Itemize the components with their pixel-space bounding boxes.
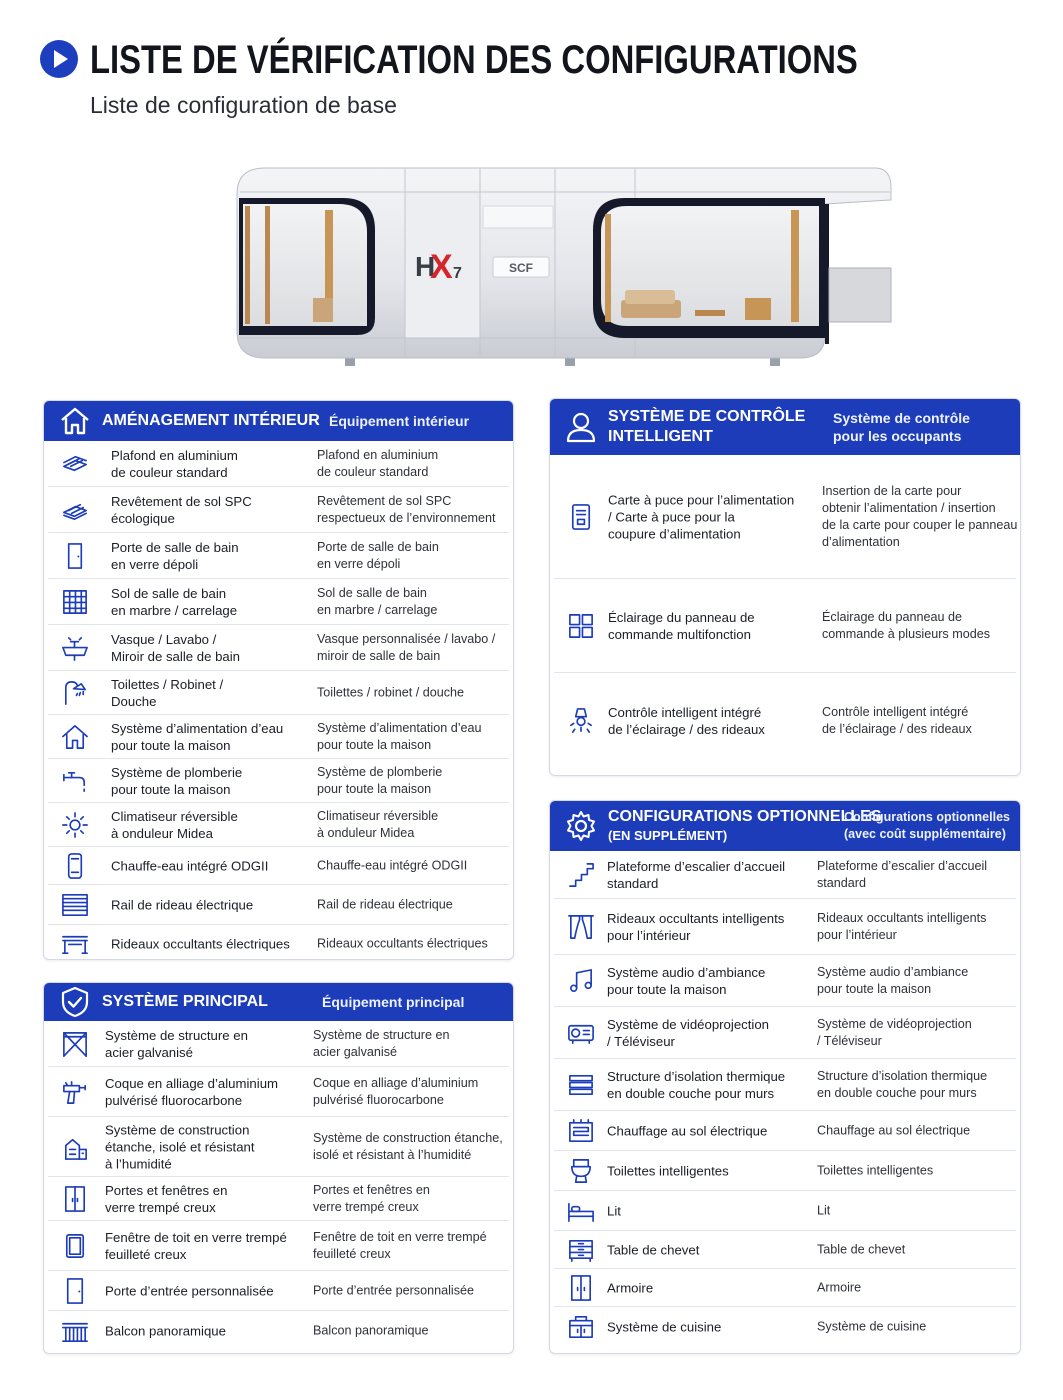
item-name: Rideaux occultants électriques <box>111 936 290 952</box>
item-description: Chauffe-eau intégré ODGII <box>317 858 468 872</box>
house-icon <box>58 404 92 438</box>
shower-icon <box>60 678 90 708</box>
options-header <box>550 801 1020 851</box>
item-description: Table de chevet <box>817 1242 906 1256</box>
list-item <box>554 899 1016 955</box>
interior-header <box>44 401 513 441</box>
item-description: Rideaux occultants électriques <box>317 936 488 951</box>
item-name: Lit <box>607 1203 621 1218</box>
item-name: Balcon panoramique <box>105 1323 226 1339</box>
list-item <box>554 851 1016 899</box>
list-item <box>48 1221 509 1271</box>
main-system-section <box>43 982 514 1354</box>
blackout-curtain-icon <box>60 929 90 959</box>
item-description: Chauffage au sol électrique <box>817 1123 971 1137</box>
item-name: Rideaux occultants intelligents pour l’intérieur <box>607 910 785 943</box>
item-name: Système de cuisine <box>607 1319 722 1335</box>
options-title-block <box>608 807 881 845</box>
list-item <box>554 1111 1016 1151</box>
toilet-icon <box>566 1156 596 1186</box>
item-description: Structure d’isolation thermique en double couche pour murs <box>817 1068 988 1100</box>
list-item <box>48 487 509 533</box>
curtains-icon <box>566 912 596 942</box>
ceiling-panel-icon <box>60 449 90 479</box>
basin-icon <box>60 633 90 663</box>
item-name: Plafond en aluminium de couleur standard <box>111 447 238 480</box>
list-item <box>48 1021 509 1067</box>
list-item <box>554 579 1016 673</box>
item-name: Porte de salle de bain en verre dépoli <box>111 539 239 572</box>
item-name: Éclairage du panneau de commande multifonction <box>608 609 755 642</box>
card-switch-icon <box>566 502 596 532</box>
bed-icon <box>566 1196 596 1226</box>
door-icon <box>60 541 90 571</box>
list-item <box>554 955 1016 1007</box>
list-item <box>554 1231 1016 1269</box>
list-item <box>48 925 509 960</box>
item-name: Toilettes / Robinet / Douche <box>111 676 224 709</box>
floor-heating-icon <box>566 1116 596 1146</box>
item-description: Toilettes / robinet / douche <box>317 685 465 699</box>
item-description: Système d’alimentation d’eau pour toute la maison <box>317 720 482 752</box>
item-description: Système de vidéoprojection / Téléviseur <box>817 1016 972 1048</box>
list-item <box>48 533 509 579</box>
item-description: Système de structure en acier galvanisé <box>313 1027 450 1059</box>
svg-text:7: 7 <box>453 265 462 282</box>
smart-control-header <box>550 399 1020 455</box>
smart-control-title: SYSTÈME DE CONTRÔLE INTELLIGENT <box>608 408 806 445</box>
item-description: Éclairage du panneau de commande à plusieurs modes <box>822 609 990 641</box>
user-icon <box>564 410 598 444</box>
curtain-rail-icon <box>60 890 90 920</box>
item-name: Carte à puce pour l’alimentation / Carte à puce pour la coupure d’alimentation <box>608 492 795 541</box>
item-description: Climatiseur réversible à onduleur Midea <box>317 808 439 840</box>
item-name: Contrôle intelligent intégré de l’éclairage / des rideaux <box>608 705 765 737</box>
list-item <box>48 759 509 803</box>
item-name: Sol de salle de bain en marbre / carrelage <box>111 585 238 618</box>
item-description: Portes et fenêtres en verre trempé creux <box>313 1182 430 1214</box>
item-description: Coque en alliage d’aluminium pulvérisé fluorocarbone <box>313 1075 479 1107</box>
item-description: Insertion de la carte pour obtenir l’alimentation / insertion de la carte pour couper le panneau d’alimentation <box>822 483 1018 549</box>
water-heater-icon <box>60 851 90 881</box>
item-description: Rail de rideau électrique <box>317 897 453 911</box>
steel-frame-icon <box>60 1029 90 1059</box>
item-name: Porte d’entrée personnalisée <box>105 1283 274 1298</box>
music-note-icon <box>566 966 596 996</box>
item-description: Système de construction étanche, isolé et résistant à l’humidité <box>313 1130 503 1162</box>
list-item <box>48 441 509 487</box>
shield-check-icon <box>58 985 92 1019</box>
item-name: Chauffe-eau intégré ODGII <box>111 858 269 873</box>
item-description: Rideaux occultants intelligents pour l’intérieur <box>817 910 987 942</box>
list-item <box>48 1067 509 1117</box>
item-description: Fenêtre de toit en verre trempé feuilleté creux <box>313 1229 487 1261</box>
house-water-icon <box>60 722 90 752</box>
page-subtitle: Liste de configuration de base <box>90 92 397 118</box>
list-item <box>554 1059 1016 1111</box>
spray-gun-icon <box>60 1077 90 1107</box>
item-name: Système d’alimentation d’eau pour toute la maison <box>111 720 284 753</box>
building-blocks-icon <box>60 1132 90 1162</box>
item-description: Porte d’entrée personnalisée <box>313 1283 475 1297</box>
item-description: Balcon panoramique <box>313 1323 429 1338</box>
list-item <box>48 1177 509 1221</box>
item-name: Vasque / Lavabo / Miroir de salle de bain <box>111 631 241 664</box>
list-item <box>48 1271 509 1311</box>
kitchen-icon <box>566 1312 596 1342</box>
list-item <box>554 1307 1016 1347</box>
list-item <box>48 1117 509 1177</box>
item-description: Système de plomberie pour toute la maison <box>317 764 443 796</box>
list-item <box>48 847 509 885</box>
faucet-icon <box>60 766 90 796</box>
tile-grid-icon <box>60 587 90 617</box>
item-description: Plateforme d’escalier d’accueil standard <box>817 858 988 890</box>
item-description: Revêtement de sol SPC respectueux de l’environnement <box>317 493 496 525</box>
list-item <box>554 1191 1016 1231</box>
options-subtitle: Configurations optionnelles (avec coût supplémentaire) <box>844 810 1010 841</box>
smart-control-section <box>549 398 1021 776</box>
item-description: Sol de salle de bain en marbre / carrelage <box>317 585 438 617</box>
window-door-icon <box>60 1184 90 1214</box>
list-item <box>554 455 1016 579</box>
interior-section <box>43 400 514 960</box>
options-section <box>549 800 1021 1354</box>
floor-panel-icon <box>60 495 90 525</box>
wardrobe-icon <box>566 1273 596 1303</box>
item-name: Fenêtre de toit en verre trempé feuilleté creux <box>105 1229 287 1262</box>
item-name: Système audio d’ambiance pour toute la maison <box>607 964 766 997</box>
item-name: Revêtement de sol SPC écologique <box>111 493 252 526</box>
item-name: Armoire <box>607 1280 654 1295</box>
list-item <box>48 1311 509 1351</box>
item-name: Coque en alliage d’aluminium pulvérisé fluorocarbone <box>105 1075 279 1108</box>
item-description: Armoire <box>817 1280 862 1294</box>
page-title: LISTE DE VÉRIFICATION DES CONFIGURATIONS <box>90 38 858 82</box>
nightstand-icon <box>566 1235 596 1265</box>
balcony-icon <box>60 1316 90 1346</box>
list-item <box>48 579 509 625</box>
main-system-title: SYSTÈME PRINCIPAL <box>102 993 268 1010</box>
list-item <box>48 885 509 925</box>
item-name: Plateforme d’escalier d’accueil standard <box>607 858 786 891</box>
list-item <box>554 1151 1016 1191</box>
stairs-icon <box>566 860 596 890</box>
item-name: Rail de rideau électrique <box>111 897 254 912</box>
item-name: Structure d’isolation thermique en double couche pour murs <box>607 1068 786 1101</box>
skylight-icon <box>60 1231 90 1261</box>
interior-subtitle: Équipement intérieur <box>329 413 470 429</box>
item-name: Système de construction étanche, isolé et résistant à l’humidité <box>105 1122 255 1171</box>
item-name: Table de chevet <box>607 1242 700 1257</box>
options-title-note: (EN SUPPLÉMENT) <box>608 828 728 843</box>
smart-control-subtitle: Système de contrôle pour les occupants <box>833 410 970 444</box>
list-item <box>554 673 1016 769</box>
sun-icon <box>60 810 90 840</box>
interior-title: AMÉNAGEMENT INTÉRIEUR <box>102 412 320 429</box>
door-plate-label: SCF <box>509 261 533 275</box>
item-name: Climatiseur réversible à onduleur Midea <box>111 808 238 841</box>
item-description: Vasque personnalisée / lavabo / miroir de salle de bain <box>317 631 496 663</box>
item-description: Contrôle intelligent intégré de l’éclairage / des rideaux <box>822 705 972 736</box>
item-description: Porte de salle de bain en verre dépoli <box>317 539 439 571</box>
panel-grid-icon <box>566 611 596 641</box>
options-title: CONFIGURATIONS OPTIONNELLES <box>608 808 882 825</box>
gear-icon <box>564 809 598 843</box>
item-name: Chauffage au sol électrique <box>607 1123 768 1138</box>
list-item <box>48 625 509 671</box>
list-item <box>48 715 509 759</box>
item-name: Système de plomberie pour toute la maison <box>111 764 243 797</box>
item-name: Système de vidéoprojection / Téléviseur <box>607 1016 770 1049</box>
smart-lamp-icon <box>566 706 596 736</box>
list-item <box>48 803 509 847</box>
item-description: Système audio d’ambiance pour toute la maison <box>817 964 969 996</box>
main-system-subtitle: Équipement principal <box>322 994 465 1010</box>
entry-door-icon <box>60 1276 90 1306</box>
list-item <box>554 1007 1016 1059</box>
capsule-house-image <box>225 160 905 380</box>
main-system-header <box>44 983 513 1021</box>
logo-mark: X <box>430 248 453 286</box>
item-description: Système de cuisine <box>817 1319 927 1334</box>
list-item <box>48 671 509 715</box>
projector-icon <box>566 1018 596 1048</box>
item-name: Toilettes intelligentes <box>607 1163 729 1178</box>
play-circle-icon <box>40 40 78 78</box>
item-description: Lit <box>817 1203 831 1217</box>
item-description: Plafond en aluminium de couleur standard <box>317 447 439 479</box>
item-name: Système de structure en acier galvanisé <box>105 1027 248 1060</box>
svg-text:H: H <box>415 251 436 282</box>
item-description: Toilettes intelligentes <box>817 1163 934 1177</box>
list-item <box>554 1269 1016 1307</box>
item-name: Portes et fenêtres en verre trempé creux <box>105 1182 228 1215</box>
insulation-layers-icon <box>566 1070 596 1100</box>
